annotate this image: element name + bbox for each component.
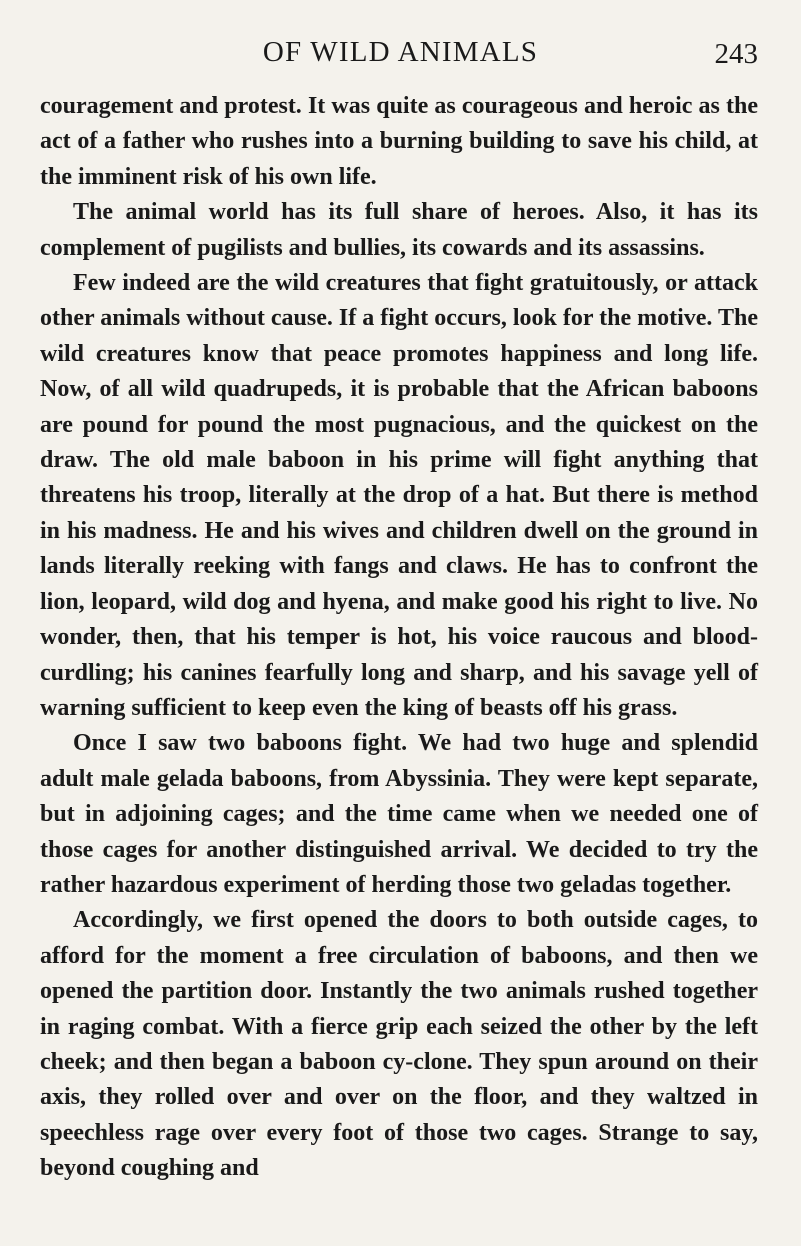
paragraph-baboons: Few indeed are the wild creatures that fight gratuitously, or attack other animals without cause. If a fight occurs, look for the motive. The wild creatures know that peace promotes happiness and long life. Now, of all wild quadrupeds, it is probable that the African baboons are pound for pound the most pugnacious, and the quickest on the draw. The old male baboon in his prime will fight anything that threatens his troop, literally at the drop of a hat. But there is method in his madness. He and his wives and children dwell on the ground in lands literally reeking with fangs and claws. He has to confront the lion, leopard, wild dog and hyena, and make good his right to live. No wonder, then, that his temper is hot, his voice raucous and blood-curdling; his canines fearfully long and sharp, and his savage yell of warning sufficient to keep even the king of beasts off his grass.: [40, 270, 758, 721]
page-number: 243: [714, 38, 758, 70]
running-title: OF WILD ANIMALS: [262, 36, 539, 68]
paragraph-combat: Accordingly, we first opened the doors to both outside cages, to afford for the moment a free circulation of baboons, and then we opened the partition door. Instantly the two animals rushed together in raging combat. With a fierce grip each seized the other by the left cheek; and then began a baboon cy-clone. They spun around on their axis, they rolled over and over on the floor, and they waltzed in speechless rage over every foot of those two cages. Strange to say, beyond coughing and: [40, 907, 758, 1182]
body-text: [40, 89, 758, 1187]
paragraph-gelada-fight: Once I saw two baboons fight. We had two huge and splendid adult male gelada baboons, from Abyssinia. They were kept separate, but in adjoining cages; and the time came when we needed one of those cages for another distinguished arrival. We decided to try the rather hazardous experiment of herding those two geladas together.: [40, 730, 758, 898]
paragraph-heroes: The animal world has its full share of heroes. Also, it has its complement of pugilists and bullies, its cowards and its assassins.: [40, 199, 758, 261]
running-head: [0, 34, 801, 74]
paragraph-continuation: couragement and protest. It was quite as courageous and heroic as the act of a father who rushes into a burning building to save his child, at the imminent risk of his own life.: [40, 93, 758, 190]
